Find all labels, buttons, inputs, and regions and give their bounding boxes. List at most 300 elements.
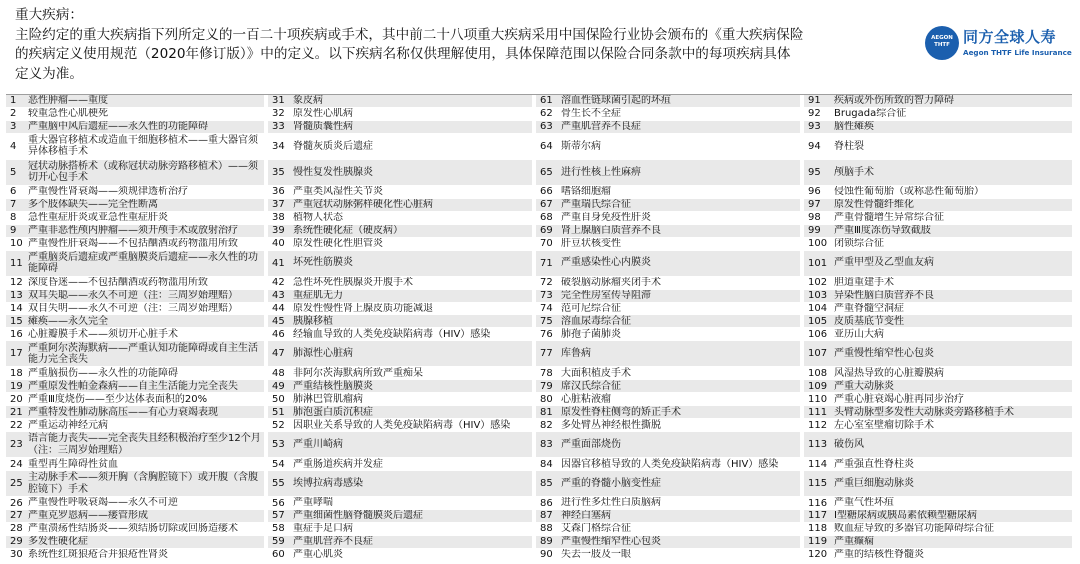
disease-row	[268, 108, 532, 121]
disease-row	[804, 134, 1072, 160]
disease-name: 原发性脊柱侧弯的矫正手术	[561, 406, 681, 418]
disease-row	[536, 549, 800, 562]
disease-number: 99	[808, 225, 821, 237]
disease-row	[268, 510, 532, 523]
disease-name: 溶血性链球菌引起的坏疽	[561, 95, 671, 107]
disease-row	[804, 290, 1072, 303]
disease-number: 56	[272, 497, 285, 509]
disease-name: 急性重症肝炎或亚急性重症肝炎	[28, 212, 168, 224]
disease-name: 经输血导致的人类免疫缺陷病毒（HIV）感染	[293, 328, 491, 340]
disease-row	[536, 160, 800, 186]
disease-name: 严重气性坏疽	[834, 497, 894, 509]
disease-number: 100	[808, 238, 828, 250]
disease-row	[536, 380, 800, 393]
disease-column-3	[536, 95, 800, 562]
disease-number: 74	[540, 302, 553, 314]
disease-row	[268, 367, 532, 380]
disease-row	[268, 328, 532, 341]
disease-number: 108	[808, 367, 828, 379]
disease-row	[6, 186, 264, 199]
disease-number: 23	[10, 439, 23, 451]
disease-number: 32	[272, 108, 285, 120]
disease-table	[6, 94, 1072, 563]
disease-number: 83	[540, 439, 553, 451]
disease-number: 70	[540, 238, 553, 250]
disease-row	[268, 523, 532, 536]
disease-row	[6, 290, 264, 303]
disease-row	[6, 303, 264, 316]
disease-name: 破裂脑动脉瘤夹闭手术	[561, 276, 661, 288]
disease-row	[536, 225, 800, 238]
disease-number: 22	[10, 419, 23, 431]
disease-name: 胆道重建手术	[834, 276, 894, 288]
disease-row	[804, 549, 1072, 562]
disease-row	[536, 186, 800, 199]
disease-name: 严重脊髓空洞症	[834, 302, 904, 314]
disease-name: 因器官移植导致的人类免疫缺陷病毒（HIV）感染	[561, 458, 779, 470]
disease-name: 严重慢性肾衰竭——须规律透析治疗	[28, 186, 188, 198]
disease-row	[6, 536, 264, 549]
disease-number: 8	[10, 212, 17, 224]
disease-name: 严重哮喘	[293, 497, 333, 509]
disease-name: 严重瑞氏综合征	[561, 199, 631, 211]
disease-row	[6, 419, 264, 432]
disease-number: 10	[10, 238, 23, 250]
disease-number: 55	[272, 478, 285, 490]
disease-name: 严重非恶性颅内肿瘤——须开颅手术或放射治疗	[28, 225, 238, 237]
disease-number: 97	[808, 199, 821, 211]
logo-name-cn: 同方全球人寿	[963, 28, 1057, 46]
disease-name: 席汉氏综合征	[561, 380, 621, 392]
disease-row	[6, 471, 264, 497]
disease-name: 系统性硬化症（硬皮病）	[293, 225, 403, 237]
disease-number: 78	[540, 367, 553, 379]
disease-number: 36	[272, 186, 285, 198]
disease-number: 103	[808, 290, 828, 302]
disease-number: 14	[10, 302, 23, 314]
disease-row	[6, 108, 264, 121]
disease-row	[268, 341, 532, 367]
disease-row	[268, 251, 532, 277]
disease-number: 85	[540, 478, 553, 490]
disease-number: 6	[10, 186, 17, 198]
disease-name: 进行性多灶性白质脑病	[561, 497, 661, 509]
disease-name: 重症肌无力	[293, 289, 343, 301]
disease-row	[6, 212, 264, 225]
disease-name: 神经白塞病	[561, 510, 611, 522]
disease-name: 疾病或外伤所致的智力障碍	[834, 95, 954, 107]
disease-name: 主动脉手术——须开胸（含胸腔镜下）或开腹（含腹腔镜下）手术	[28, 472, 258, 495]
disease-number: 31	[272, 95, 285, 107]
disease-row	[804, 432, 1072, 458]
disease-number: 38	[272, 212, 285, 224]
disease-number: 80	[540, 393, 553, 405]
disease-number: 53	[272, 439, 285, 451]
disease-name: 左心室室壁瘤切除手术	[834, 419, 934, 431]
disease-name: 因职业关系导致的人类免疫缺陷病毒（HIV）感染	[293, 419, 511, 431]
disease-name: 多个肢体缺失——完全性断离	[28, 199, 158, 211]
disease-name: 急性坏死性胰腺炎开腹手术	[293, 276, 413, 288]
disease-number: 101	[808, 257, 828, 269]
disease-row	[536, 277, 800, 290]
disease-number: 61	[540, 95, 553, 107]
disease-number: 114	[808, 458, 828, 470]
disease-row	[804, 497, 1072, 510]
disease-number: 43	[272, 290, 285, 302]
disease-number: 50	[272, 393, 285, 405]
disease-number: 93	[808, 121, 821, 133]
disease-name: 脑性瘫痪	[834, 121, 874, 133]
disease-number: 69	[540, 225, 553, 237]
disease-number: 33	[272, 121, 285, 133]
disease-number: 45	[272, 315, 285, 327]
disease-name: 严重心肌炎	[293, 549, 343, 561]
disease-row	[268, 134, 532, 160]
disease-name: 冠状动脉搭桥术（或称冠状动脉旁路移植术）——须切开心包手术	[28, 161, 258, 184]
disease-row	[804, 536, 1072, 549]
disease-row	[6, 328, 264, 341]
disease-name: 植物人状态	[293, 212, 343, 224]
disease-number: 16	[10, 328, 23, 340]
disease-name: 脊柱裂	[834, 140, 864, 152]
disease-name: 多处臂丛神经根性撕脱	[561, 419, 661, 431]
disease-number: 90	[540, 549, 553, 561]
disease-name: 瘫痪——永久完全	[28, 315, 108, 327]
disease-number: 104	[808, 302, 828, 314]
disease-row	[804, 277, 1072, 290]
disease-name: 严重克罗恩病——瘘管形成	[28, 510, 148, 522]
disease-name: 原发性骨髓纤维化	[834, 199, 914, 211]
disease-number: 57	[272, 510, 285, 522]
disease-name: 肝豆状核变性	[561, 238, 621, 250]
disease-name: 大面积植皮手术	[561, 367, 631, 379]
disease-number: 11	[10, 257, 23, 269]
disease-row	[536, 290, 800, 303]
disease-row	[804, 238, 1072, 251]
disease-number: 89	[540, 536, 553, 548]
disease-number: 105	[808, 315, 828, 327]
disease-name: 皮质基底节变性	[834, 315, 904, 327]
disease-name: I型糖尿病或胰岛素依赖型糖尿病	[834, 510, 977, 522]
disease-row	[6, 393, 264, 406]
disease-name: 严重Ⅲ度冻伤导致截肢	[834, 225, 931, 237]
disease-number: 119	[808, 536, 828, 548]
disease-number: 21	[10, 406, 23, 418]
disease-number: 66	[540, 186, 553, 198]
disease-number: 81	[540, 406, 553, 418]
disease-number: 58	[272, 523, 285, 535]
disease-name: 严重脑炎后遗症或严重脑膜炎后遗症——永久性的功能障碍	[28, 251, 258, 275]
disease-number: 19	[10, 380, 23, 392]
logo-mark-icon	[925, 26, 959, 60]
disease-row	[6, 277, 264, 290]
disease-row	[6, 523, 264, 536]
disease-number: 35	[272, 166, 285, 178]
disease-number: 113	[808, 439, 828, 451]
disease-row	[536, 199, 800, 212]
disease-number: 44	[272, 302, 285, 314]
disease-row	[6, 225, 264, 238]
disease-row	[536, 251, 800, 277]
disease-name: 严重巨细胞动脉炎	[834, 477, 914, 489]
disease-name: 恶性肿瘤——重度	[28, 95, 108, 107]
disease-row	[536, 458, 800, 471]
disease-row	[804, 225, 1072, 238]
disease-name: 溶血尿毒综合征	[561, 315, 631, 327]
disease-number: 12	[10, 277, 23, 289]
disease-row	[804, 510, 1072, 523]
disease-number: 27	[10, 510, 23, 522]
disease-row	[6, 121, 264, 134]
disease-row	[804, 186, 1072, 199]
disease-row	[6, 367, 264, 380]
disease-name: 肺源性心脏病	[293, 348, 353, 360]
disease-name: 重型再生障碍性贫血	[28, 458, 118, 470]
disease-name: 坏死性筋膜炎	[293, 257, 353, 269]
disease-number: 76	[540, 328, 553, 340]
disease-name: 严重自身免疫性肝炎	[561, 212, 651, 224]
disease-row	[536, 328, 800, 341]
disease-number: 79	[540, 380, 553, 392]
disease-row	[268, 212, 532, 225]
disease-number: 87	[540, 510, 553, 522]
disease-number: 111	[808, 406, 828, 418]
disease-name: 侵蚀性葡萄胎（或称恶性葡萄胎）	[834, 186, 984, 198]
disease-number: 15	[10, 315, 23, 327]
disease-number: 18	[10, 367, 23, 379]
disease-name: 双耳失聪——永久不可逆（注：三周岁始理赔）	[28, 289, 238, 301]
disease-number: 116	[808, 497, 828, 509]
disease-number: 112	[808, 419, 828, 431]
disease-number: 120	[808, 549, 828, 561]
intro-line-2: 的疾病定义使用规范（2020年修订版）》中的定义。以下疾病名称仅供理解使用，具体保障范围以保险合同条款中的每项疾病具体	[15, 46, 791, 63]
disease-name: 嗜铬细胞瘤	[561, 186, 611, 198]
disease-name: 埃博拉病毒感染	[293, 477, 363, 489]
disease-number: 5	[10, 166, 17, 178]
disease-row	[268, 303, 532, 316]
disease-row	[268, 315, 532, 328]
disease-row	[6, 95, 264, 108]
disease-row	[6, 510, 264, 523]
disease-row	[804, 341, 1072, 367]
disease-number: 9	[10, 225, 17, 237]
disease-number: 24	[10, 458, 23, 470]
disease-name: 心脏粘液瘤	[561, 393, 611, 405]
disease-name: 严重冠状动脉粥样硬化性心脏病	[293, 199, 433, 211]
disease-row	[268, 290, 532, 303]
disease-number: 67	[540, 199, 553, 211]
disease-number: 110	[808, 393, 828, 405]
disease-name: 严重脑损伤——永久性的功能障碍	[28, 367, 178, 379]
disease-row	[536, 212, 800, 225]
disease-row	[6, 549, 264, 562]
disease-name: 严重阿尔茨海默病——严重认知功能障碍或自主生活能力完全丧失	[28, 342, 258, 365]
disease-number: 59	[272, 536, 285, 548]
disease-row	[6, 251, 264, 277]
disease-column-4	[804, 95, 1072, 562]
disease-name: 严重脑中风后遗症——永久性的功能障碍	[28, 121, 208, 133]
disease-number: 1	[10, 95, 17, 107]
disease-number: 46	[272, 328, 285, 340]
disease-name: 严重溃疡性结肠炎——须结肠切除或回肠造瘘术	[28, 523, 238, 535]
disease-row	[268, 160, 532, 186]
disease-number: 25	[10, 478, 23, 490]
disease-row	[268, 393, 532, 406]
disease-number: 51	[272, 406, 285, 418]
disease-row	[536, 134, 800, 160]
disease-number: 91	[808, 95, 821, 107]
disease-number: 2	[10, 108, 17, 120]
disease-name: 系统性红斑狼疮合并狼疮性肾炎	[28, 549, 168, 561]
disease-name: 进行性核上性麻痹	[561, 166, 641, 178]
disease-name: 闭锁综合征	[834, 238, 884, 250]
disease-row	[804, 303, 1072, 316]
disease-row	[804, 121, 1072, 134]
disease-number: 41	[272, 257, 285, 269]
disease-name: 深度昏迷——不包括酗酒或药物滥用所致	[28, 276, 208, 288]
disease-number: 92	[808, 108, 821, 120]
disease-number: 42	[272, 277, 285, 289]
disease-row	[536, 393, 800, 406]
disease-name: 斯蒂尔病	[561, 140, 601, 152]
disease-name: 脊髓灰质炎后遗症	[293, 140, 373, 152]
disease-name: 严重细菌性脑脊髓膜炎后遗症	[293, 510, 423, 522]
disease-row	[6, 315, 264, 328]
disease-name: 多发性硬化症	[28, 536, 88, 548]
disease-name: 肾上腺脑白质营养不良	[561, 225, 661, 237]
disease-number: 115	[808, 478, 828, 490]
disease-row	[536, 471, 800, 497]
disease-number: 107	[808, 348, 828, 360]
disease-row	[268, 186, 532, 199]
disease-name: 严重结核性脑膜炎	[293, 380, 373, 392]
disease-name: 重大器官移植术或造血干细胞移植术——重大器官须异体移植手术	[28, 135, 258, 158]
disease-name: 严重肌营养不良症	[293, 536, 373, 548]
disease-row	[804, 251, 1072, 277]
disease-row	[536, 303, 800, 316]
disease-name: 严重肠道疾病并发症	[293, 458, 383, 470]
disease-name: 原发性硬化性胆管炎	[293, 238, 383, 250]
disease-number: 106	[808, 328, 828, 340]
disease-row	[804, 380, 1072, 393]
disease-number: 40	[272, 238, 285, 250]
disease-number: 73	[540, 290, 553, 302]
disease-name: 破伤风	[834, 439, 864, 451]
disease-row	[268, 225, 532, 238]
disease-row	[804, 458, 1072, 471]
disease-number: 39	[272, 225, 285, 237]
disease-name: 亚历山大病	[834, 328, 884, 340]
disease-row	[6, 238, 264, 251]
disease-number: 117	[808, 510, 828, 522]
disease-name: 严重骨髓增生异常综合征	[834, 212, 944, 224]
disease-name: 严重心脏衰竭心脏再同步治疗	[834, 393, 964, 405]
disease-number: 98	[808, 212, 821, 224]
disease-row	[536, 315, 800, 328]
disease-number: 96	[808, 186, 821, 198]
disease-number: 95	[808, 166, 821, 178]
disease-number: 118	[808, 523, 828, 535]
disease-name: 完全性房室传导阻滞	[561, 289, 651, 301]
disease-name: 象皮病	[293, 95, 323, 107]
disease-row	[804, 328, 1072, 341]
disease-row	[536, 121, 800, 134]
disease-row	[268, 199, 532, 212]
disease-number: 62	[540, 108, 553, 120]
disease-name: 严重Ⅲ度烧伤——至少达体表面积的20%	[28, 393, 208, 405]
disease-row	[268, 95, 532, 108]
disease-row	[536, 341, 800, 367]
disease-row	[6, 432, 264, 458]
disease-number: 84	[540, 458, 553, 470]
disease-number: 47	[272, 348, 285, 360]
disease-number: 68	[540, 212, 553, 224]
disease-row	[268, 536, 532, 549]
disease-name: 严重感染性心内膜炎	[561, 257, 651, 269]
disease-number: 75	[540, 315, 553, 327]
disease-name: 严重慢性呼吸衰竭——永久不可逆	[28, 497, 178, 509]
disease-name: 肺孢子菌肺炎	[561, 328, 621, 340]
disease-row	[6, 160, 264, 186]
disease-number: 7	[10, 199, 17, 211]
disease-name: Brugada综合征	[834, 108, 907, 120]
disease-name: 风湿热导致的心脏瓣膜病	[834, 367, 944, 379]
disease-number: 26	[10, 497, 23, 509]
logo-name-en: Aegon THTF Life Insurance	[963, 48, 1072, 57]
disease-name: 肾髓质囊性病	[293, 121, 353, 133]
disease-number: 4	[10, 140, 17, 152]
disease-row	[536, 367, 800, 380]
disease-number: 88	[540, 523, 553, 535]
disease-row	[268, 471, 532, 497]
disease-row	[536, 238, 800, 251]
disease-row	[268, 458, 532, 471]
disease-row	[6, 406, 264, 419]
disease-number: 34	[272, 140, 285, 152]
disease-name: 双目失明——永久不可逆（注：三周岁始理赔）	[28, 302, 238, 314]
disease-name: 严重的结核性脊髓炎	[834, 549, 924, 561]
disease-row	[268, 121, 532, 134]
disease-name: 严重特发性肺动脉高压——有心力衰竭表现	[28, 406, 218, 418]
disease-number: 29	[10, 536, 23, 548]
disease-row	[536, 523, 800, 536]
disease-column-2	[268, 95, 532, 562]
disease-name: 头臂动脉型多发性大动脉炎旁路移植手术	[834, 406, 1014, 418]
disease-number: 102	[808, 277, 828, 289]
disease-row	[804, 406, 1072, 419]
disease-number: 49	[272, 380, 285, 392]
disease-name: 严重类风湿性关节炎	[293, 186, 383, 198]
disease-number: 52	[272, 419, 285, 431]
disease-number: 82	[540, 419, 553, 431]
disease-name: 严重大动脉炎	[834, 380, 894, 392]
disease-row	[804, 95, 1072, 108]
disease-name: 异染性脑白质营养不良	[834, 289, 934, 301]
disease-row	[268, 432, 532, 458]
intro-line-3: 定义为准。	[15, 65, 83, 82]
disease-row	[804, 367, 1072, 380]
disease-row	[536, 497, 800, 510]
disease-number: 72	[540, 277, 553, 289]
disease-name: 严重甲型及乙型血友病	[834, 257, 934, 269]
disease-name: 较重急性心肌梗死	[28, 108, 108, 120]
disease-name: 严重原发性帕金森病——自主生活能力完全丧失	[28, 380, 238, 392]
company-logo	[925, 26, 1075, 62]
disease-number: 94	[808, 140, 821, 152]
disease-row	[536, 536, 800, 549]
disease-row	[804, 199, 1072, 212]
disease-number: 86	[540, 497, 553, 509]
